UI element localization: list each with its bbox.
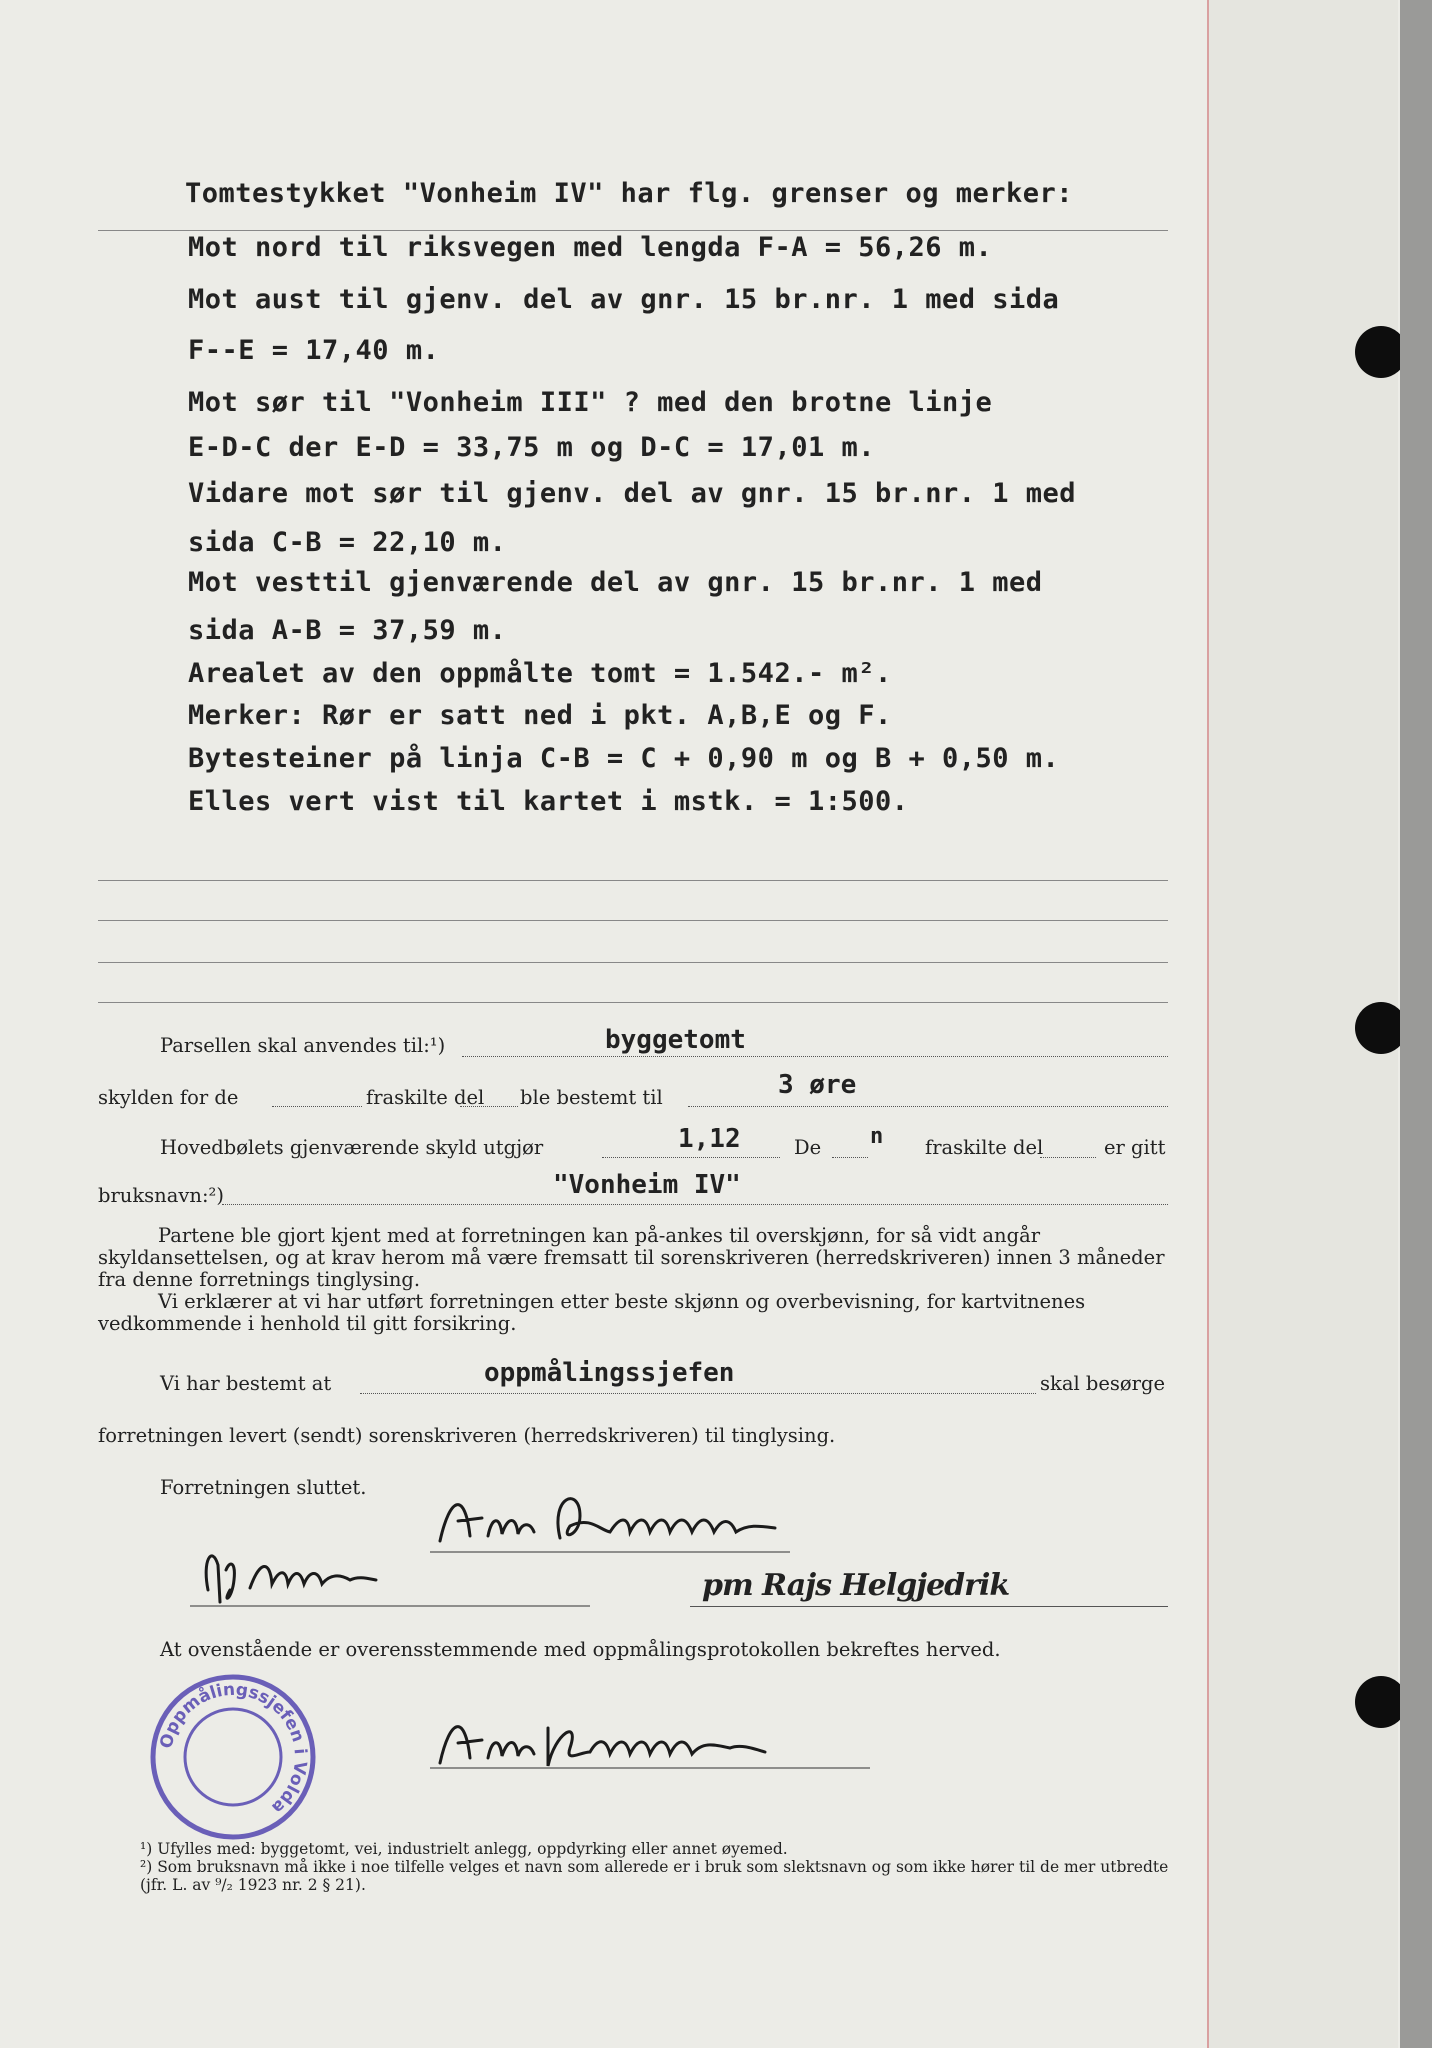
signature-3: pm Rajs Helgjedrik [702,1568,1010,1603]
signature-2 [190,1540,610,1610]
footnotes [140,1840,1170,1894]
typed-line: Bytesteiner på linja C-B = C + 0,90 m og B + 0,50 m. [188,743,1060,774]
hoved-dots-3 [1040,1157,1096,1158]
signature-4 [430,1708,890,1778]
bestemt-dotted-line [360,1393,1036,1394]
hoved-value: 1,12 [678,1124,741,1154]
bruk-value: "Vonheim IV" [553,1170,741,1200]
typed-line: Mot vesttil gjenværende del av gnr. 15 br.nr. 1 med [188,567,1043,598]
skyld-dots-2 [460,1106,518,1107]
municipal-stamp-icon [148,1672,318,1842]
hoved-n: n [870,1124,884,1149]
bruk-label: bruksnavn:²) [98,1184,224,1207]
hoved-de: De [794,1136,822,1159]
besorge-text: skal besørge [1040,1372,1165,1395]
ruled-line [98,1002,1168,1003]
sluttet-text: Forretningen sluttet. [160,1476,367,1499]
levert-text: forretningen levert (sendt) sorenskriveren (herredskriveren) til tinglysing. [98,1424,836,1447]
typed-line: Mot aust til gjenv. del av gnr. 15 br.nr. 1 med sida [188,284,1060,315]
hoved-gitt: er gitt [1104,1136,1166,1159]
punch-hole-icon [1355,326,1400,378]
use-dotted-line [462,1056,1168,1057]
use-value: byggetomt [605,1025,746,1055]
hoved-dots-1 [602,1157,780,1158]
bekreft-text: At ovenstående er overensstemmende med oppmålingsprotokollen bekreftes herved. [160,1638,1001,1661]
skyld-mid: fraskilte del [366,1086,485,1109]
typed-line: Tomtestykket "Vonheim IV" har flg. grenser og merker: [185,178,1074,209]
margin-rule [1207,0,1209,2048]
typed-line: Elles vert vist til kartet i mstk. = 1:500. [188,786,909,817]
bruk-dotted-line [222,1204,1168,1205]
footnote-1: ¹) Ufylles med: byggetomt, vei, industrielt anlegg, oppdyrking eller annet øyemed. [140,1840,788,1858]
typed-line: Merker: Rør er satt ned i pkt. A,B,E og F. [188,700,892,731]
typed-line: Vidare mot sør til gjenv. del av gnr. 15 br.nr. 1 med [188,478,1077,509]
punch-hole-icon [1355,1002,1400,1054]
appeal-paragraph: Partene ble gjort kjent med at forretningen kan på-ankes til overskjønn, for så vidt angår skyldansettelsen, og at krav herom må være fremsatt til sorenskriveren (herredskriveren) innen 3 måneder fra denne forretnings tinglysing. [98,1224,1165,1291]
typed-line: Mot sør til "Vonheim III" ? med den brotne linje [188,387,993,418]
hoved-dots-2 [832,1157,868,1158]
signature-3-line [690,1606,1168,1607]
ruled-line [98,962,1168,963]
ruled-line [98,920,1168,921]
skyld-prefix: skylden for de [98,1086,239,1109]
svg-text:Oppmålingssjefen i Volda: Oppmålingssjefen i Volda [156,1679,311,1818]
declaration-paragraph: Vi erklærer at vi har utført forretningen etter beste skjønn og overbevisning, for kartvitnenes vedkommende i henhold til gitt forsikring. [98,1290,1086,1335]
bestemt-label: Vi har bestemt at [160,1372,332,1395]
typed-line: Arealet av den oppmålte tomt = 1.542.- m². [188,658,892,689]
skyld-value: 3 øre [778,1070,857,1100]
hoved-label: Hovedbølets gjenværende skyld utgjør [160,1136,544,1159]
use-label: Parsellen skal anvendes til:¹) [160,1034,446,1057]
typed-line: E-D-C der E-D = 33,75 m og D-C = 17,01 m. [188,432,875,463]
typed-line: sida A-B = 37,59 m. [188,615,507,646]
typed-line: sida C-B = 22,10 m. [188,527,507,558]
skyld-suffix: ble bestemt til [520,1086,663,1109]
ruled-line [98,230,1168,231]
punch-hole-icon [1355,1676,1400,1728]
hoved-fraskilte: fraskilte del [925,1136,1044,1159]
skyld-dots-3 [688,1106,1168,1107]
typed-line: Mot nord til riksvegen med lengda F-A = 56,26 m. [188,232,993,263]
typed-line: F--E = 17,40 m. [188,335,440,366]
bestemt-value: oppmålingssjefen [484,1358,735,1388]
ruled-line [98,880,1168,881]
footnote-2: ²) Som bruksnavn må ikke i noe tilfelle velges et navn som allerede er i bruk som slektsnavn og som ikke hører til de mer utbredte (jfr. L. av ⁹/₂ 1923 nr. 2 § 21). [140,1858,1169,1894]
skyld-dots-1 [272,1106,362,1107]
